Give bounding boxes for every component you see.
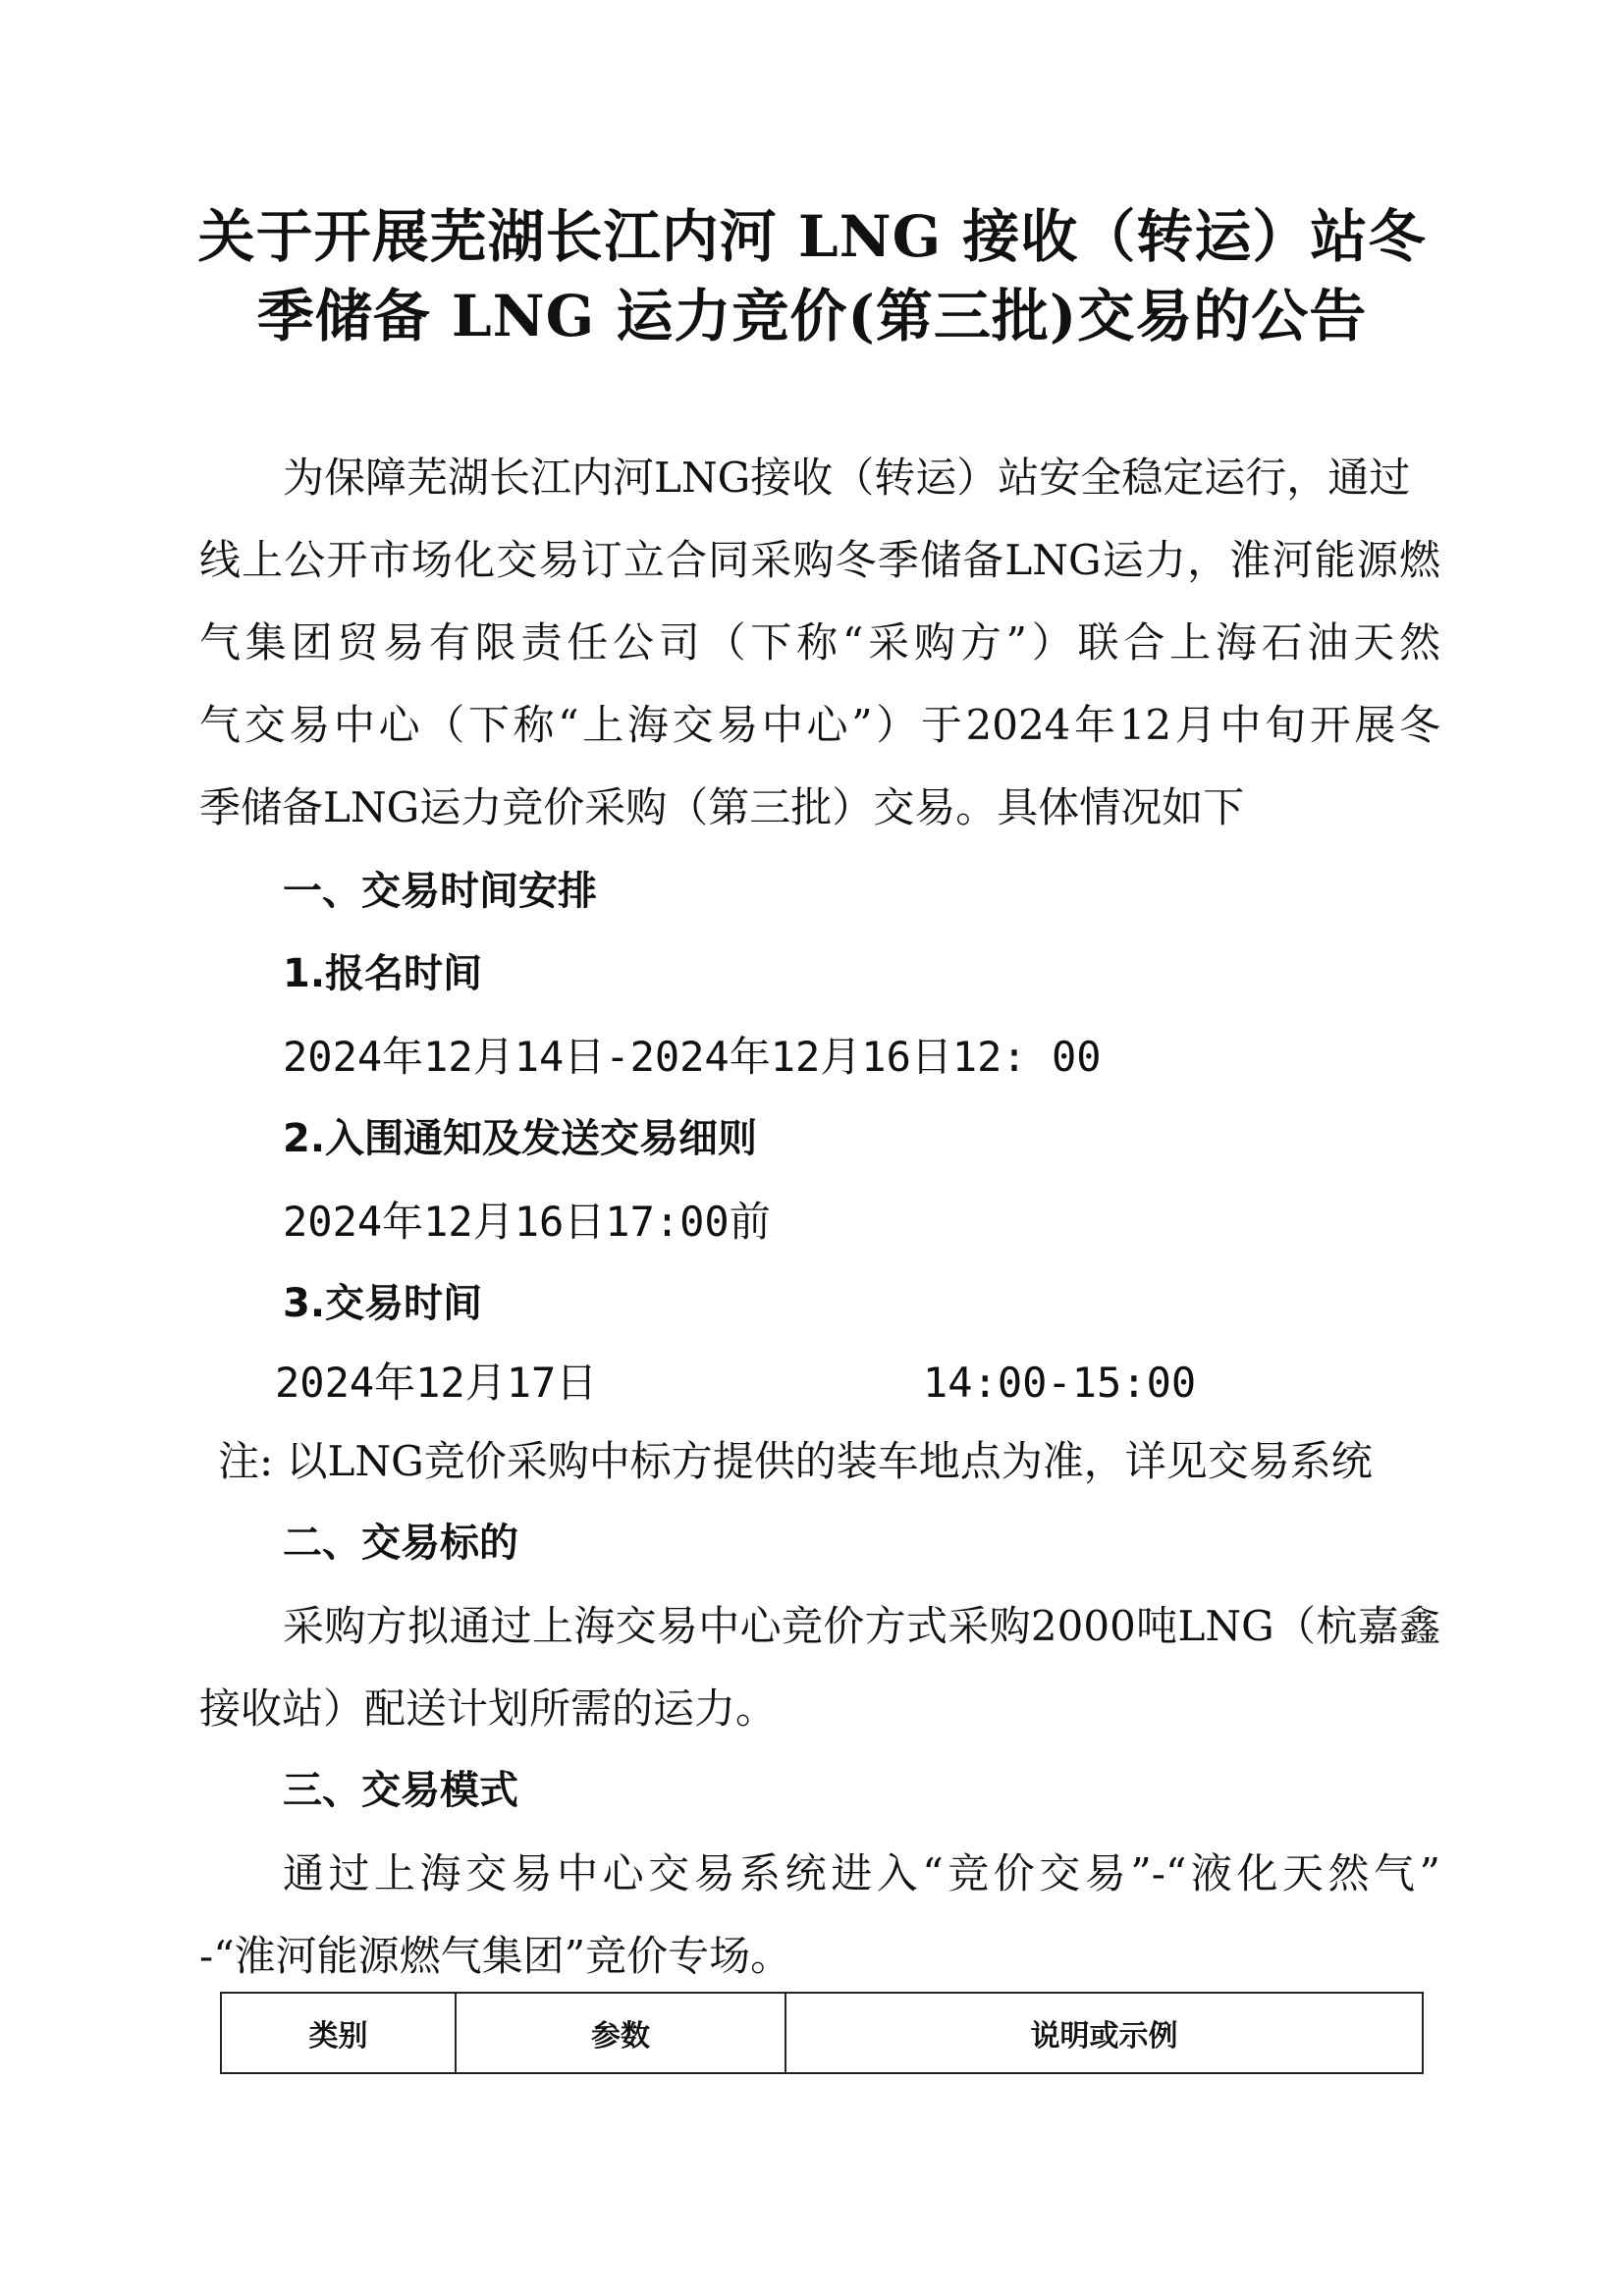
intro-line-4: 气交易中心（下称“上海交易中心”）于2024年12月中旬开展冬 [199, 701, 1440, 749]
section-3-heading: 三、交易模式 [283, 1768, 518, 1813]
shortlist-notice-value: 2024年12月16日17:00前 [283, 1198, 771, 1246]
loading-location-note: 注: 以LNG竞价采购中标方提供的装车地点为准，详见交易系统 [218, 1437, 1373, 1485]
registration-time-heading: 1.报名时间 [283, 951, 483, 996]
section-3-line-2: -“淮河能源燃气集团”竞价专场。 [199, 1932, 792, 1980]
section-2-line-1: 采购方拟通过上海交易中心竞价方式采购2000吨LNG（杭嘉鑫 [283, 1602, 1440, 1650]
registration-time-value: 2024年12月14日-2024年12月16日12: 00 [283, 1033, 1102, 1081]
section-3-line-1: 通过上海交易中心交易系统进入“竞价交易”-“液化天然气” [283, 1849, 1440, 1897]
announcement-title-line-2: 季储备 LNG 运力竞价(第三批)交易的公告 [256, 283, 1368, 349]
column-header-description: 说明或示例 [785, 1993, 1423, 2073]
column-header-category: 类别 [221, 1993, 456, 2073]
intro-line-3: 气集团贸易有限责任公司（下称“采购方”）联合上海石油天然 [199, 618, 1440, 667]
table-header-row [221, 1993, 1423, 2073]
parameter-table [220, 1992, 1424, 2074]
intro-line-2: 线上公开市场化交易订立合同采购冬季储备LNG运力，淮河能源燃 [199, 536, 1440, 584]
trading-time-heading: 3.交易时间 [283, 1281, 483, 1326]
section-2-heading: 二、交易标的 [283, 1521, 518, 1566]
column-header-parameter: 参数 [456, 1993, 785, 2073]
shortlist-notice-heading: 2.入围通知及发送交易细则 [283, 1116, 758, 1161]
trading-date-value: 2024年12月17日 [275, 1359, 598, 1407]
intro-line-1: 为保障芜湖长江内河LNG接收（转运）站安全稳定运行，通过 [283, 454, 1411, 502]
trading-time-value: 14:00-15:00 [923, 1359, 1197, 1407]
intro-line-5: 季储备LNG运力竞价采购（第三批）交易。具体情况如下 [199, 783, 1245, 831]
section-1-heading: 一、交易时间安排 [283, 869, 597, 914]
announcement-title-line-1: 关于开展芜湖长江内河 LNG 接收（转运）站冬 [197, 203, 1427, 270]
section-2-line-2: 接收站）配送计划所需的运力。 [199, 1684, 778, 1733]
